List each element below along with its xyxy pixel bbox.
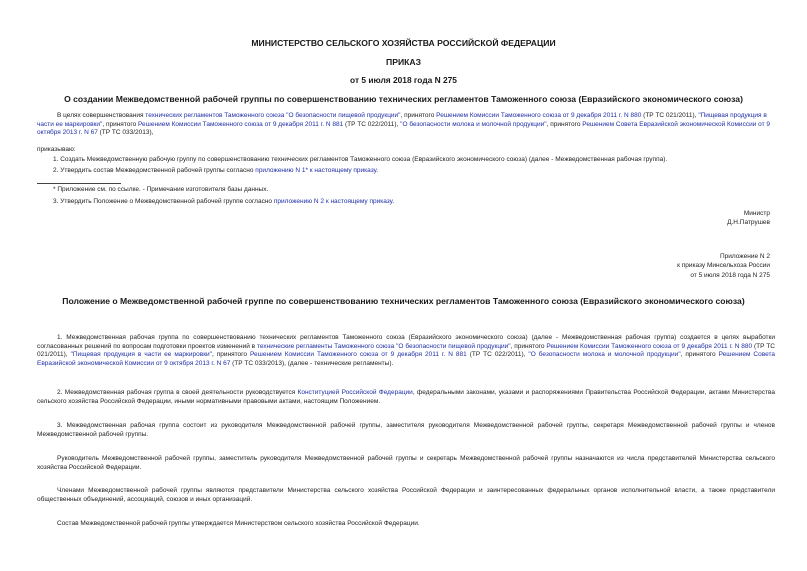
regulation-section-3: 3. Межведомственная рабочая группа состоит из руководителя Межведомственной рабочей группы, заместителя руководителя Межведомственной рабочей группы, секретаря Межведомственной рабочей группы и членов Межведомственной рабочей группы. [37,422,775,438]
section-text: , принятого [510,342,547,350]
link-appendix-2[interactable]: приложению N 2 к настоящему приказу [273,198,393,205]
section-text: , принятого [680,351,719,359]
link-appendix-1[interactable]: приложению N 1* к настоящему приказу [255,167,377,174]
section-text: (ТР ТС 021/2011), [37,342,775,359]
link-decision-67[interactable]: Решением Совета Евразийской экономической Комиссии от 9 октября 2013 г. N 67 [37,120,771,137]
item-3-text: 3. Утвердить Положение о Межведомственной рабочей группе согласно [53,198,274,205]
link-decision-67[interactable]: Решением Совета Евразийской экономической Комиссии от 9 октября 2013 г. N 67 [37,351,775,367]
signature-block [727,209,770,228]
section-text: 2. Межведомственная рабочая группа в своей деятельности руководствуется [57,389,298,396]
section-text: (ТР ТС 022/2011), [466,351,529,359]
item-3-end: . [392,198,395,205]
ministry-heading: МИНИСТЕРСТВО СЕЛЬСКОГО ХОЗЯЙСТВА РОССИЙСКОЙ ФЕДЕРАЦИИ [251,38,556,48]
preamble-text: , принятого [546,120,583,128]
regulation-section-5: Членами Межведомственной рабочей группы являются представители Министерства сельского хозяйства Российской Федерации и заинтересованных федеральных органов исполнительной власти, а также представители общественных объединений, ассоциаций, союзов и иных организаций. [37,487,775,503]
appendix-reference [677,252,770,280]
regulation-section-1 [37,334,775,368]
regulation-section-4: Руководитель Межведомственной рабочей группы, заместитель руководителя Межведомственной рабочей группы и секретарь Межведомственной рабочей группы назначаются из числа представителей Министерства сельского хозяйства Российской Федерации. [37,455,775,471]
preamble-paragraph [37,112,775,138]
link-decision-880[interactable]: Решением Комиссии Таможенного союза от 9 декабря 2011 г. N 880 [546,342,753,350]
link-decision-881[interactable]: Решением Комиссии Таможенного союза от 9 декабря 2011 г. N 881 [249,351,467,359]
doc-type-heading: ПРИКАЗ [386,57,421,67]
order-word: приказываю: [37,146,76,153]
section-text: , федеральными законами, указами и распоряжениями Правительства Российской Федерации, актами Министерства сельского хозяйства Российской Федерации, иными нормативными правовыми актами, настоящим Положением. [37,389,775,405]
item-2 [53,167,773,176]
section-text: (ТР ТС 033/2013), (далее - технические регламенты). [230,359,394,367]
preamble-text: (ТР ТС 033/2013), [97,129,154,137]
link-constitution[interactable]: Конституцией Российской Федерации [297,389,413,396]
item-1: 1. Создать Межведомственную рабочую группу по совершенствованию технических регламентов Таможенного союза (Евразийского экономического союза) (далее - Межведомственная рабочая группа). [53,156,668,163]
link-tr-food-safety[interactable]: технические регламенты Таможенного союза "О безопасности пищевой продукции" [257,342,511,350]
order-title: О создании Межведомственной рабочей группы по совершенствованию технических регламентов Таможенного союза (Евразийского экономического союза) [64,94,743,104]
link-tr-milk[interactable]: "О безопасности молока и молочной продукции" [400,120,547,128]
appendix-ref-line: от 5 июля 2018 года N 275 [690,271,770,279]
footnote-divider [37,183,121,184]
section-text: , принятого [211,351,250,359]
preamble-text: , принятого [400,112,437,119]
link-tr-labeling[interactable]: "Пищевая продукция в части ее маркировки" [70,351,212,359]
doc-date-number: от 5 июля 2018 года N 275 [350,75,457,85]
signature-role: Министр [743,210,770,217]
link-decision-880[interactable]: Решением Комиссии Таможенного союза от 9 декабря 2011 г. N 880 [436,112,642,119]
appendix-ref-line: Приложение N 2 [719,253,770,260]
preamble-text: (ТР ТС 022/2011), [343,120,401,128]
link-tr-labeling[interactable]: "Пищевая продукция в части ее маркировки" [37,112,767,128]
signature-name: Д.Н.Патрушев [727,219,770,227]
link-tr-food-safety[interactable]: технических регламентов Таможенного союза "О безопасности пищевой продукции" [145,112,401,119]
regulation-section-6: Состав Межведомственной рабочей группы утверждается Министерством сельского хозяйства Российской Федерации. [57,520,420,527]
item-2-text: 2. Утвердить состав Межведомственной рабочей группы согласно [53,167,256,174]
item-2-end: . [376,167,379,174]
regulation-section-2 [37,389,775,406]
preamble-text: , принятого [102,120,138,128]
link-tr-milk[interactable]: "О безопасности молока и молочной продукции" [528,351,681,359]
item-3 [53,198,773,207]
appendix-ref-line: к приказу Минсельхоза России [677,262,770,270]
link-decision-881[interactable]: Решением Комиссии Таможенного союза от 9 декабря 2011 г. N 881 [138,120,344,128]
footnote: * Приложение см. по ссылке. - Примечание изготовителя базы данных. [53,186,269,193]
preamble-text: (ТР ТС 021/2011), [641,112,699,119]
section-text: 1. Межведомственная рабочая группа по совершенствованию технических регламентов Таможенного союза (Евразийского экономического союза) (далее - Межведомственная рабочая группа) создается в целях выработки согласованных решений по вопросам подготовки проектов изменений в [37,334,775,350]
regulation-title: Положение о Межведомственной рабочей группе по совершенствованию технических регламентов Таможенного союза (Евразийского экономического союза) [62,296,745,306]
preamble-text: В целях совершенствования [57,112,146,119]
